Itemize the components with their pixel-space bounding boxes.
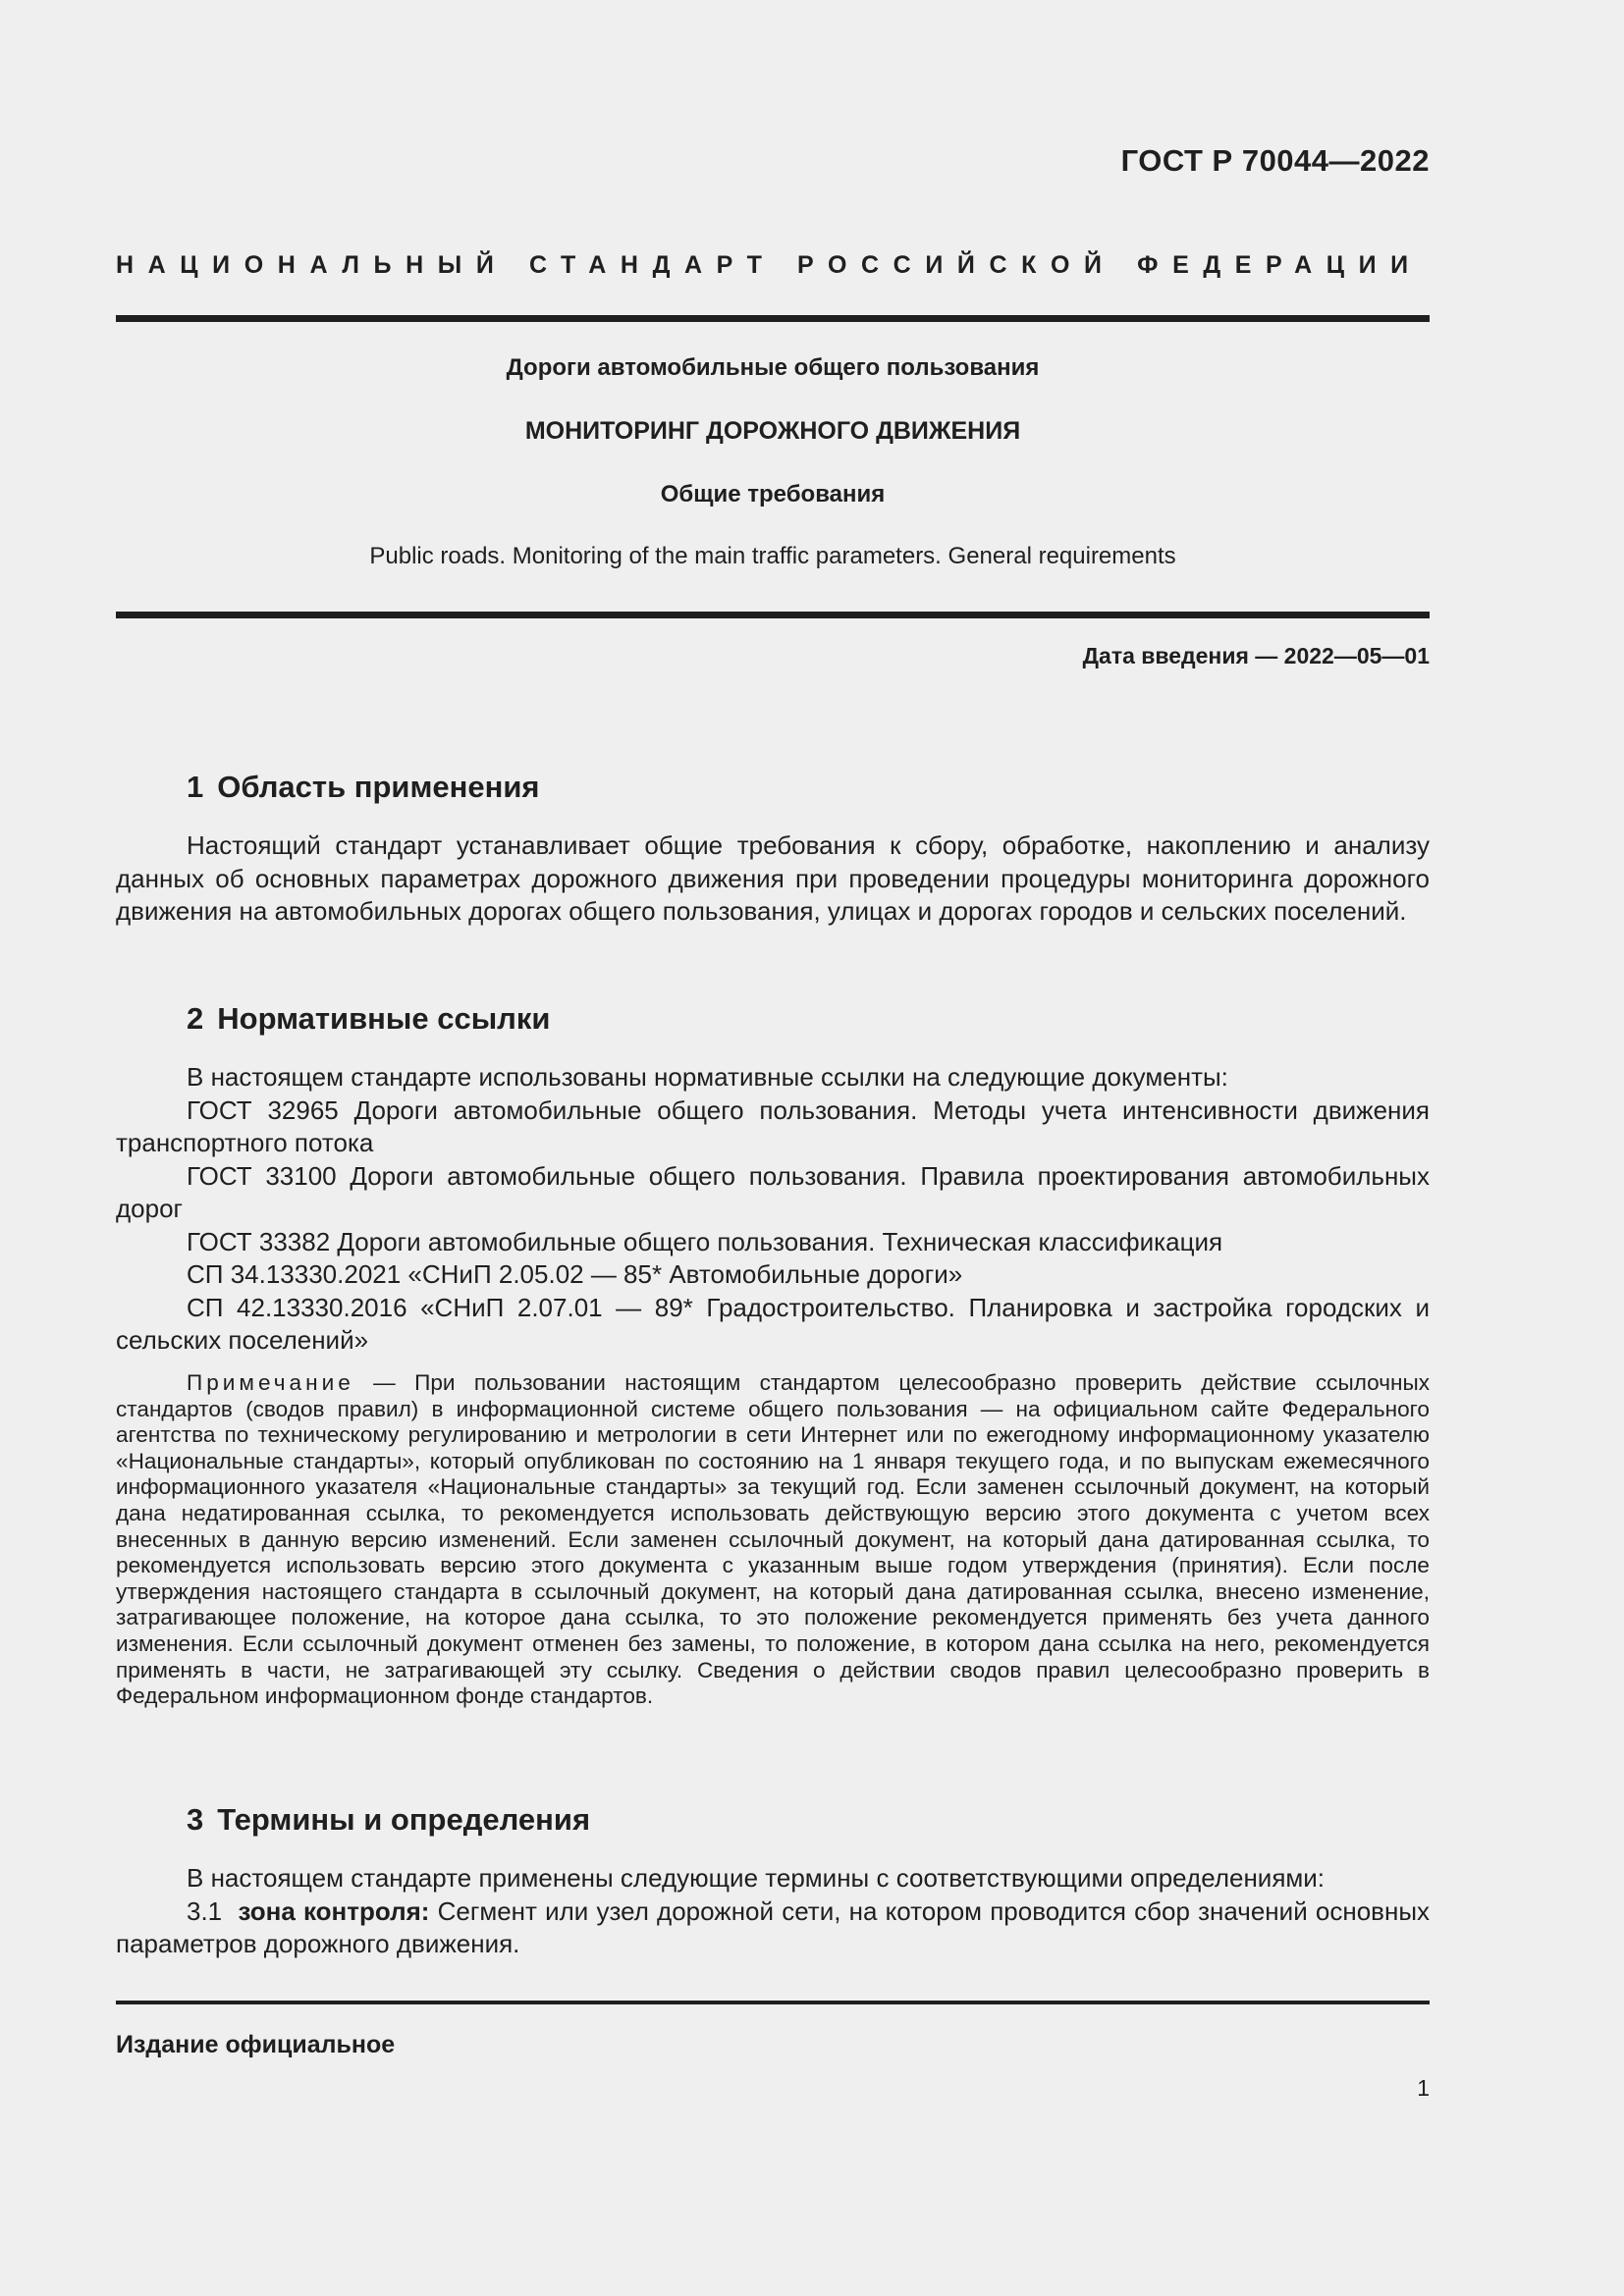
national-standard-banner: НАЦИОНАЛЬНЫЙ СТАНДАРТ РОССИЙСКОЙ ФЕДЕРАЦИИ <box>116 251 1423 279</box>
note-paragraph <box>116 1370 1430 1710</box>
section-1-heading <box>187 770 540 805</box>
reference-item: СП 34.13330.2021 «СНиП 2.05.02 — 85* Автомобильные дороги» <box>187 1259 963 1289</box>
note-block <box>116 1370 1430 1710</box>
section-2-title: Нормативные ссылки <box>217 1001 551 1036</box>
title-english: Public roads. Monitoring of the main traffic parameters. General requirements <box>369 543 1176 569</box>
section-3-heading <box>187 1802 590 1838</box>
title-rule <box>116 612 1430 618</box>
section-3-number: 3 <box>187 1802 204 1837</box>
section-2-heading <box>187 1001 550 1037</box>
section-2-number: 2 <box>187 1001 204 1036</box>
note-label: Примечание <box>187 1370 354 1395</box>
section-3-intro: В настоящем стандарте применены следующие термины с соответствующими определениями: <box>187 1863 1326 1893</box>
section-3-title: Термины и определения <box>217 1802 591 1837</box>
reference-item: ГОСТ 33382 Дороги автомобильные общего пользования. Техническая классификация <box>187 1226 1223 1256</box>
note-text: — При пользовании настоящим стандартом целесообразно проверить действие ссылочных стандартов (сводов правил) в информационной системе общего пользования — на официальном сайте Федерального агентства по техническому регулированию и метрологии в сети Интернет или по ежегодному информационному указателю «Национальные стандарты», который опубликован по состоянию на 1 января текущего года, и по выпускам ежемесячного информационного указателя «Национальные стандарты» за текущий год. Если заменен ссылочный документ, на который дана недатированная ссылка, то рекомендуется использовать действующую версию этого документа с учетом всех внесенных в данную версию изменений. Если заменен ссылочный документ, на который дана датированная ссылка, то рекомендуется использовать версию этого документа с указанным выше годом утверждения (принятия). Если после утверждения настоящего стандарта в ссылочный документ, на который дана датированная ссылка, внесено изменение, затрагивающее положение, на которое дана ссылка, то это положение рекомендуется применять без учета данного изменения. Если ссылочный документ отменен без замены, то положение, в котором дана ссылка на него, рекомендуется применять в части, не затрагивающей эту ссылку. Сведения о действии сводов правил целесообразно проверить в Федеральном информационном фонде стандартов. <box>116 1370 1430 1709</box>
section-1-body <box>116 829 1430 929</box>
section-2-body <box>116 1061 1430 1358</box>
title-line-2: МОНИТОРИНГ ДОРОЖНОГО ДВИЖЕНИЯ <box>524 417 1021 445</box>
section-1-text: Настоящий стандарт устанавливает общие требования к сбору, обработке, накоплению и анализу данных об основных параметрах дорожного движения при проведении процедуры мониторинга дорожного движения на автомобильных дорогах общего пользования, улицах и дорогах городов и сельских поселений. <box>116 830 1430 926</box>
term-name: зона контроля: <box>238 1896 430 1926</box>
standard-number: ГОСТ Р 70044—2022 <box>1120 143 1430 178</box>
term-number: 3.1 <box>187 1896 223 1926</box>
footer-rule <box>116 2001 1430 2004</box>
section-3-body <box>116 1862 1430 1961</box>
reference-item: СП 42.13330.2016 «СНиП 2.07.01 — 89* Градостроительство. Планировка и застройка городских и сельских поселений» <box>116 1292 1430 1355</box>
reference-item: ГОСТ 33100 Дороги автомобильные общего пользования. Правила проектирования автомобильных дорог <box>116 1160 1430 1223</box>
title-line-1: Дороги автомобильные общего пользования <box>506 354 1040 381</box>
title-line-3: Общие требования <box>660 481 886 507</box>
page-number: 1 <box>1417 2075 1430 2101</box>
section-1-title: Область применения <box>217 770 540 804</box>
official-edition-label: Издание официальное <box>116 2031 396 2058</box>
section-1-number: 1 <box>187 770 204 804</box>
top-rule <box>116 315 1430 322</box>
term-entry <box>116 1896 1430 1961</box>
reference-item: ГОСТ 32965 Дороги автомобильные общего пользования. Методы учета интенсивности движения транспортного потока <box>116 1095 1430 1157</box>
term-definition: Сегмент или узел дорожной сети, на котором проводится сбор значений основных параметров дорожного движения. <box>116 1896 1431 1958</box>
introduction-date: Дата введения — 2022—05—01 <box>1082 643 1430 668</box>
section-2-intro: В настоящем стандарте использованы нормативные ссылки на следующие документы: <box>187 1062 1228 1092</box>
